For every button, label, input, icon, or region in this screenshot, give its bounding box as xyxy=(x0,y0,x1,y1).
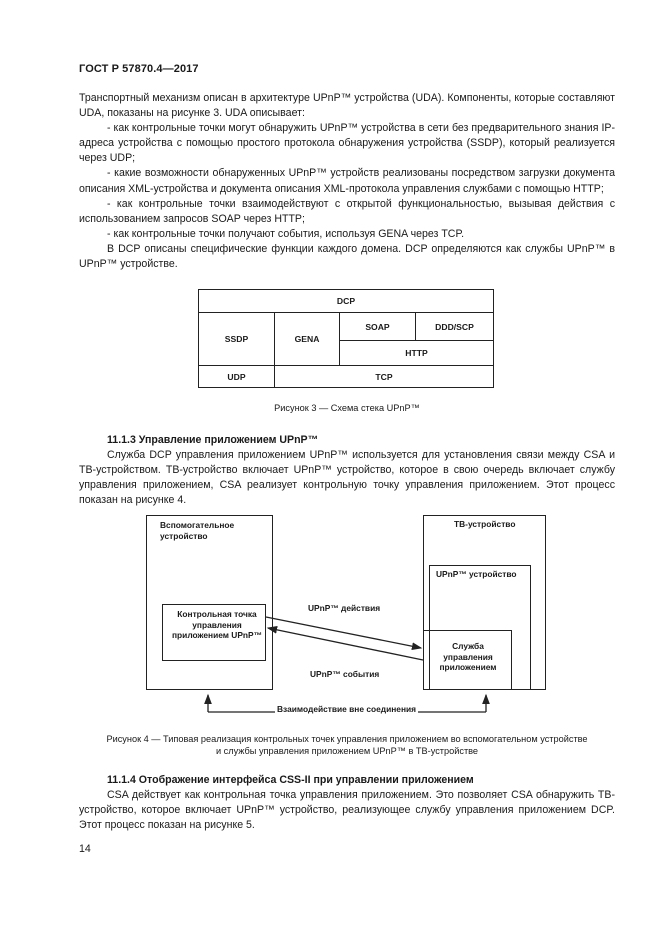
list-item: - какие возможности обнаруженных UPnP™ устройств реализованы посредством загрузки документа описания XML-устройства и документа описания XML-протокола управления службами с помощью HTTP; xyxy=(79,167,615,195)
intro-paragraph: Транспортный механизм описан в архитектуре UPnP™ устройства (UDA). Компоненты, которые составляют UDA, показаны на рисунке 3. UDA описывает: xyxy=(79,92,615,120)
figure4-arrows xyxy=(140,512,560,722)
upnp-stack-diagram xyxy=(198,289,494,388)
list-item: - как контрольные точки могут обнаружить UPnP™ устройства в сети без предварительного знания IP-адреса устройства с помощью простого протокола обнаружения устройства (SSDP), который реализуется через UDP; xyxy=(79,122,615,165)
service-label: Служба управления приложением xyxy=(439,641,497,672)
list-item: - как контрольные точки получают события, используя GENA через TCP. xyxy=(107,227,465,240)
figure4-caption-line1: Рисунок 4 — Типовая реализация контрольных точек управления приложением во вспомогательном устройстве xyxy=(106,734,588,744)
udp-cell: UDP xyxy=(198,365,275,388)
tcp-cell: TCP xyxy=(274,365,494,388)
aux-device-label: Вспомогательное устройство xyxy=(160,520,235,541)
intro-text xyxy=(79,91,615,272)
ssdp-cell: SSDP xyxy=(198,312,275,366)
control-point-label: Контрольная точка управления приложением UPnP™ xyxy=(172,609,263,640)
http-cell: HTTP xyxy=(339,340,494,366)
section-1114-text: CSA действует как контрольная точка управления приложением. Это позволяет CSA обнаружить ТВ-устройство, которое включает UPnP™ устройство, реализующее службу управления приложением DCP. Этот процесс показан на рисунке 5. xyxy=(79,789,615,832)
dcp-paragraph: В DCP описаны специфические функции каждого домена. DCP определяются как службы UPnP™ в UPnP™ устройстве. xyxy=(79,242,615,271)
upnp-device-label: UPnP™ устройство xyxy=(436,569,517,579)
figure4-caption xyxy=(79,733,615,757)
events-label: UPnP™ события xyxy=(310,669,380,679)
soap-cell: SOAP xyxy=(339,312,416,341)
actions-label: UPnP™ действия xyxy=(308,603,381,613)
document-header: ГОСТ Р 57870.4—2017 xyxy=(79,63,199,75)
section-1114-title: 11.1.4 Отображение интерфейса CSS-II при управлении приложением xyxy=(107,774,474,786)
page-number: 14 xyxy=(79,843,91,855)
list-item: - как контрольные точки взаимодействуют с открытой функциональностью, вызывая действия с использованием запросов SOAP через HTTP; xyxy=(79,197,615,225)
figure3-caption: Рисунок 3 — Схема стека UPnP™ xyxy=(274,403,420,413)
gena-cell: GENA xyxy=(274,312,340,366)
figure4-diagram xyxy=(140,512,560,722)
section-1113-text: Служба DCP управления приложением UPnP™ используется для установления связи между CSA и ТВ-устройством. ТВ-устройство включает UPnP™ устройство, которое в свою очередь включает службу управления приложением, CSA реализует контрольную точку управления приложением. Этот процесс показан на рисунке 4. xyxy=(79,449,615,507)
tv-device-label: ТВ-устройство xyxy=(454,519,516,529)
off-connection-label: Взаимодействие вне соединения xyxy=(277,704,417,714)
dcp-cell: DCP xyxy=(198,289,494,313)
section-1113-title: 11.1.3 Управление приложением UPnP™ xyxy=(107,434,319,446)
ddd-scp-cell: DDD/SCP xyxy=(415,312,494,341)
figure4-caption-line2: и службы управления приложением UPnP™ в ТВ-устройстве xyxy=(215,746,479,756)
